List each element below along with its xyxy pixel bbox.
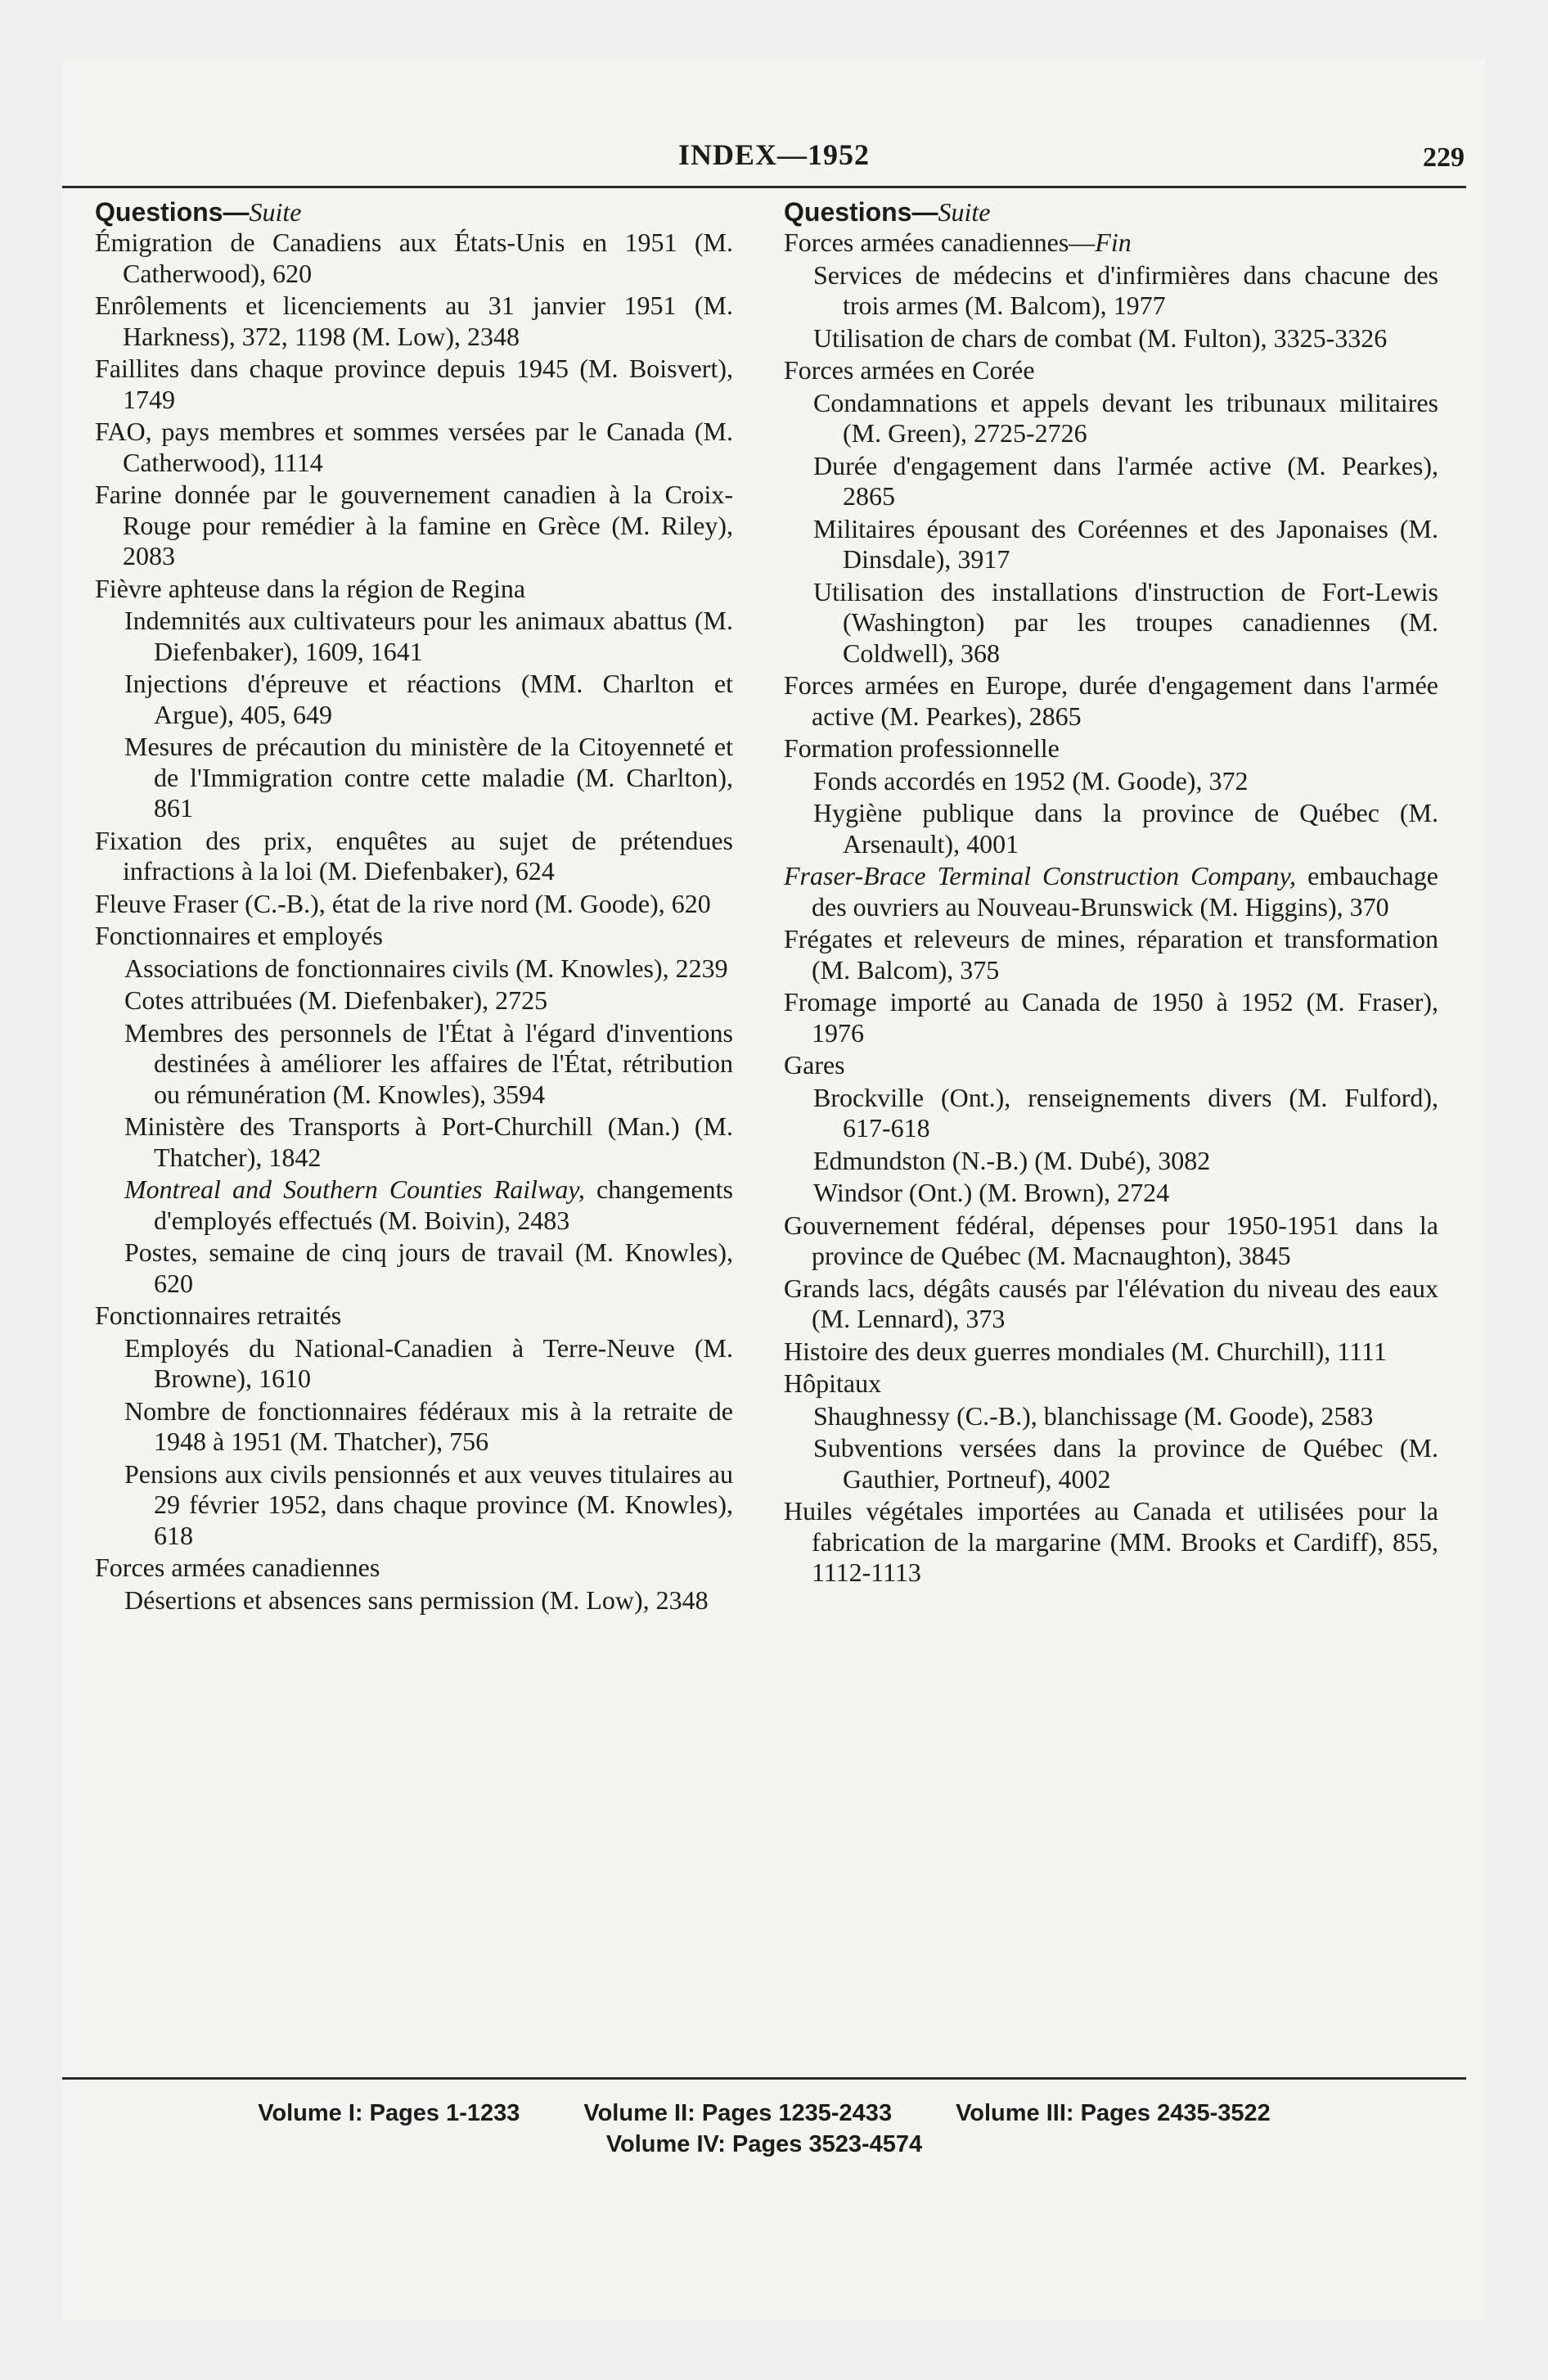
entry-text: Utilisation des installations d'instruction de Fort-Lewis (Washington) par les troupes canadiennes (M. Coldwell), 368 <box>813 576 1438 668</box>
left-column <box>95 196 733 1617</box>
index-entry <box>784 924 1438 985</box>
index-subentry <box>95 1396 733 1458</box>
index-subentry <box>784 323 1438 354</box>
entry-text: Utilisation de chars de combat (M. Fulton), 3325-3326 <box>813 322 1388 353</box>
index-subentry <box>784 1083 1438 1144</box>
index-subentry <box>784 514 1438 575</box>
entry-text: Désertions et absences sans permission (M. Low), 2348 <box>124 1584 709 1615</box>
entry-text: Ministère des Transports à Port-Churchill (Man.) (M. Thatcher), 1842 <box>124 1111 733 1172</box>
index-subentry <box>95 1237 733 1299</box>
index-subentry <box>95 732 733 824</box>
entry-text: Huiles végétales importées au Canada et utilisées pour la fabrication de la margarine (MM. Brooks et Cardiff), 855, 1112-1113 <box>784 1496 1438 1587</box>
entry-text: Militaires épousant des Coréennes et des Japonaises (M. Dinsdale), 3917 <box>813 513 1438 574</box>
index-subentry <box>95 985 733 1016</box>
index-subentry <box>784 1146 1438 1177</box>
page-header <box>62 61 1486 192</box>
heading-text: Questions— <box>95 197 250 227</box>
index-subentry <box>95 606 733 667</box>
index-entry <box>784 1050 1438 1081</box>
entry-text: Indemnités aux cultivateurs pour les animaux abattus (M. Diefenbaker), 1609, 1641 <box>124 606 733 666</box>
entry-text: Employés du National-Canadien à Terre-Neuve (M. Browne), 1610 <box>124 1332 733 1393</box>
entry-text: Postes, semaine de cinq jours de travail (M. Knowles), 620 <box>124 1237 733 1298</box>
index-entry <box>95 574 733 605</box>
entry-text: Nombre de fonctionnaires fédéraux mis à la retraite de 1948 à 1951 (M. Thatcher), 756 <box>124 1395 733 1456</box>
volume-1-range: Volume I: Pages 1-1233 <box>258 2100 520 2126</box>
index-subentry <box>95 953 733 985</box>
entry-text: Membres des personnels de l'État à l'égard d'inventions destinées à améliorer les affaires de l'État, rétribution ou rémunération (M. Knowles), 3594 <box>124 1017 733 1109</box>
index-entry <box>95 417 733 478</box>
entry-italic-tail: Fin <box>1095 228 1132 257</box>
left-column-heading <box>95 196 733 228</box>
index-entry <box>95 826 733 887</box>
entry-text: Fonds accordés en 1952 (M. Goode), 372 <box>813 765 1249 796</box>
index-entry <box>784 733 1438 764</box>
entry-text: Histoire des deux guerres mondiales (M. Churchill), 1111 <box>784 1336 1387 1366</box>
entry-text: Formation professionnelle <box>784 733 1060 763</box>
index-entry <box>95 1553 733 1584</box>
index-entry <box>784 1496 1438 1589</box>
entry-text: Brockville (Ont.), renseignements divers (M. Fulford), 617-618 <box>813 1082 1438 1143</box>
index-entry <box>784 1273 1438 1335</box>
index-entry <box>784 987 1438 1048</box>
entry-text: Shaughnessy (C.-B.), blanchissage (M. Goode), 2583 <box>813 1400 1374 1431</box>
entry-text: Windsor (Ont.) (M. Brown), 2724 <box>813 1178 1170 1207</box>
volume-4-range: Volume IV: Pages 3523-4574 <box>605 2131 923 2157</box>
entry-text: Faillites dans chaque province depuis 1945 (M. Boisvert), 1749 <box>95 354 733 414</box>
index-entry <box>784 228 1438 259</box>
entry-text: Forces armées canadiennes <box>95 1553 380 1582</box>
index-entry <box>784 1368 1438 1400</box>
index-entry <box>784 355 1438 386</box>
entry-text: Fonctionnaires retraités <box>95 1300 342 1330</box>
entry-text: Fleuve Fraser (C.-B.), état de la rive nord (M. Goode), 620 <box>95 888 711 918</box>
entry-text: Gouvernement fédéral, dépenses pour 1950-1951 dans la province de Québec (M. Macnaughton), 3845 <box>784 1210 1438 1270</box>
running-title: INDEX—1952 <box>677 138 870 171</box>
index-entry <box>95 921 733 952</box>
entry-text: Fièvre aphteuse dans la région de Regina <box>95 573 526 603</box>
entry-text: Associations de fonctionnaires civils (M. Knowles), 2239 <box>124 953 728 983</box>
entry-text: Enrôlements et licenciements au 31 janvier 1951 (M. Harkness), 372, 1198 (M. Low), 2348 <box>95 291 733 351</box>
footer-volumes-line-2 <box>62 2131 1466 2158</box>
index-subentry <box>95 669 733 730</box>
entry-text: Forces armées en Corée <box>784 355 1035 385</box>
index-entry <box>784 1210 1438 1272</box>
index-entry <box>784 861 1438 922</box>
index-subentry <box>95 1459 733 1552</box>
entry-text: Émigration de Canadiens aux États-Unis en 1951 (M. Catherwood), 620 <box>95 228 733 288</box>
header-rule <box>62 186 1466 188</box>
index-entry <box>784 670 1438 732</box>
entry-text: changements d'employés effectués (M. Boivin), 2483 <box>154 1174 734 1235</box>
index-subentry <box>784 798 1438 859</box>
index-subentry <box>784 1401 1438 1432</box>
entry-text: Hygiène publique dans la province de Québec (M. Arsenault), 4001 <box>813 798 1438 859</box>
index-subentry <box>95 1585 733 1616</box>
index-subentry <box>95 1174 733 1236</box>
entry-text: Pensions aux civils pensionnés et aux veuves titulaires au 29 février 1952, dans chaque province (M. Knowles), 618 <box>124 1458 733 1550</box>
entry-italic-title: Fraser-Brace Terminal Construction Company, <box>784 861 1297 890</box>
heading-text: Questions— <box>784 197 938 227</box>
index-subentry <box>784 766 1438 797</box>
footer-volumes-line-1 <box>62 2100 1466 2127</box>
index-entry <box>95 291 733 352</box>
volume-2-range: Volume II: Pages 1235-2433 <box>583 2100 893 2126</box>
entry-text: Forces armées en Europe, durée d'engagement dans l'armée active (M. Pearkes), 2865 <box>784 670 1438 731</box>
entry-text: Grands lacs, dégâts causés par l'élévation du niveau des eaux (M. Lennard), 373 <box>784 1273 1438 1333</box>
entry-text: Mesures de précaution du ministère de la Citoyenneté et de l'Immigration contre cette maladie (M. Charlton), 861 <box>124 732 733 823</box>
entry-text: Frégates et releveurs de mines, réparation et transformation (M. Balcom), 375 <box>784 924 1438 985</box>
left-entries <box>95 228 733 1616</box>
entry-text: Edmundston (N.-B.) (M. Dubé), 3082 <box>813 1145 1211 1175</box>
right-column-heading <box>784 196 1438 228</box>
entry-text: Hôpitaux <box>784 1368 882 1398</box>
volume-3-range: Volume III: Pages 2435-3522 <box>956 2100 1271 2126</box>
index-subentry <box>95 1018 733 1111</box>
entry-text: Injections d'épreuve et réactions (MM. Charlton et Argue), 405, 649 <box>124 669 733 729</box>
entry-text: Condamnations et appels devant les tribunaux militaires (M. Green), 2725-2726 <box>813 387 1438 448</box>
index-page <box>62 61 1486 2319</box>
index-subentry <box>784 451 1438 512</box>
index-entry <box>95 228 733 289</box>
index-entry <box>95 889 733 920</box>
footer-rule <box>62 2077 1466 2080</box>
index-subentry <box>784 1433 1438 1494</box>
index-subentry <box>784 388 1438 449</box>
entry-text: Fromage importé au Canada de 1950 à 1952 (M. Fraser), 1976 <box>784 987 1438 1048</box>
entry-text: embauchage des ouvriers au Nouveau-Brunswick (M. Higgins), 370 <box>812 861 1439 922</box>
heading-suite: Suite <box>249 197 302 227</box>
index-entry <box>784 1336 1438 1368</box>
index-subentry <box>784 260 1438 322</box>
entry-text: Durée d'engagement dans l'armée active (M. Pearkes), 2865 <box>813 450 1438 511</box>
entry-text: Subventions versées dans la province de Québec (M. Gauthier, Portneuf), 4002 <box>813 1433 1438 1494</box>
entry-text: Forces armées canadiennes— <box>784 228 1096 257</box>
entry-text: Services de médecins et d'infirmières dans chacune des trois armes (M. Balcom), 1977 <box>813 259 1438 320</box>
index-entry <box>95 480 733 572</box>
index-subentry <box>95 1333 733 1395</box>
entry-text: Farine donnée par le gouvernement canadien à la Croix-Rouge pour remédier à la famine en Grèce (M. Riley), 2083 <box>95 480 733 570</box>
entry-text: Fixation des prix, enquêtes au sujet de prétendues infractions à la loi (M. Diefenbaker), 624 <box>95 825 733 886</box>
entry-text: Gares <box>784 1050 845 1080</box>
entry-text: FAO, pays membres et sommes versées par le Canada (M. Catherwood), 1114 <box>95 417 733 477</box>
entry-text: Cotes attribuées (M. Diefenbaker), 2725 <box>124 985 548 1015</box>
index-entry <box>95 354 733 415</box>
index-subentry <box>95 1111 733 1173</box>
heading-suite: Suite <box>938 197 991 227</box>
index-entry <box>95 1300 733 1332</box>
right-column <box>784 196 1438 1590</box>
right-entries <box>784 228 1438 1589</box>
index-subentry <box>784 577 1438 669</box>
entry-italic-title: Montreal and Southern Counties Railway, <box>124 1174 585 1204</box>
entry-text: Fonctionnaires et employés <box>95 921 383 950</box>
page-number: 229 <box>1423 142 1465 173</box>
index-subentry <box>784 1178 1438 1209</box>
